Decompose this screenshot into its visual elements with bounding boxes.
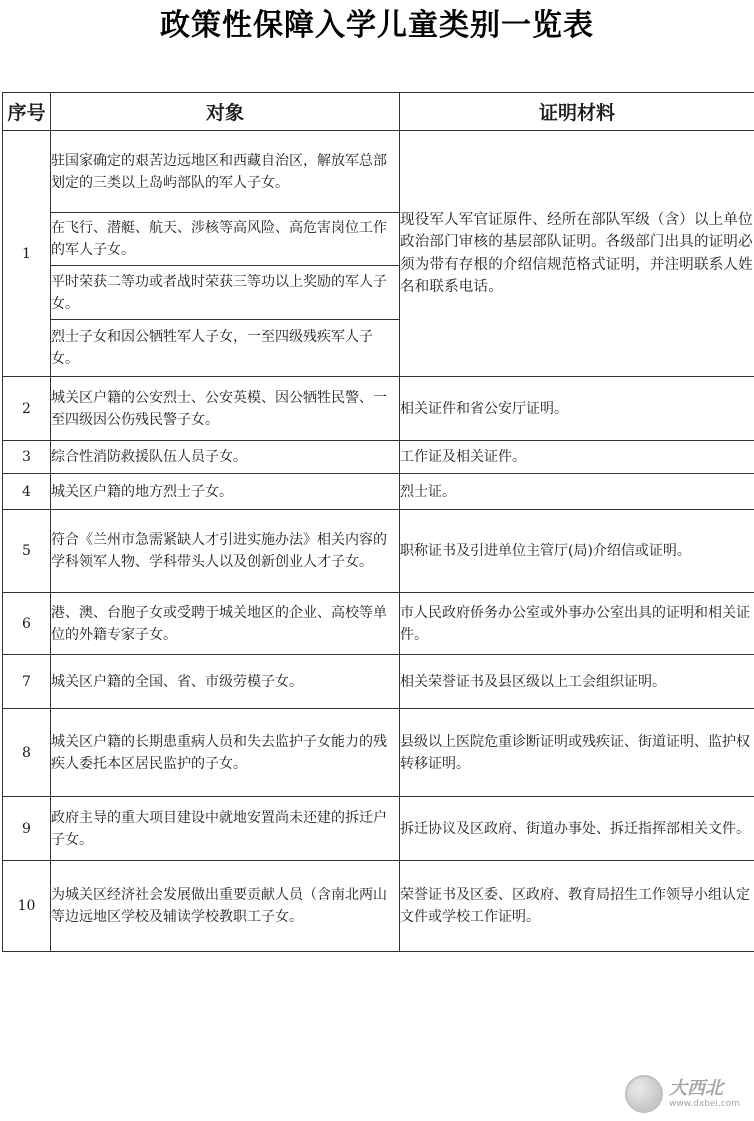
- row-material: 县级以上医院危重诊断证明或残疾证、街道证明、监护权转移证明。: [400, 709, 754, 797]
- row-object: 港、澳、台胞子女或受聘于城关地区的企业、高校等单位的外籍专家子女。: [51, 593, 400, 655]
- row-object: 城关区户籍的公安烈士、公安英模、因公牺牲民警、一至四级因公伤残民警子女。: [51, 377, 400, 441]
- row-material: 现役军人军官证原件、经所在部队军级（含）以上单位政治部门审核的基层部队证明。各级部门出具的证明必须为带有存根的介绍信规范格式证明，并注明联系人姓名和联系电话。: [400, 131, 754, 377]
- row-number: 2: [3, 377, 51, 441]
- row-number: 7: [3, 655, 51, 709]
- globe-logo-icon: [625, 1075, 663, 1113]
- row-object: 为城关区经济社会发展做出重要贡献人员（含南北两山等边远地区学校及辅读学校教职工子女。: [51, 861, 400, 952]
- page-title: 政策性保障入学儿童类别一览表: [160, 8, 594, 43]
- row-object: 城关区户籍的长期患重病人员和失去监护子女能力的残疾人委托本区居民监护的子女。: [51, 709, 400, 797]
- table-row: [3, 709, 754, 797]
- table-row: [3, 797, 754, 861]
- row-material: 拆迁协议及区政府、街道办事处、拆迁指挥部相关文件。: [400, 797, 754, 861]
- table-row: [3, 861, 754, 952]
- row-number: 1: [3, 131, 51, 377]
- row-material: 工作证及相关证件。: [400, 441, 754, 474]
- row-object: 烈士子女和因公牺牲军人子女，一至四级残疾军人子女。: [51, 320, 400, 377]
- row-object: 城关区户籍的全国、省、市级劳模子女。: [51, 655, 400, 709]
- table-row: [3, 655, 754, 709]
- row-material: 烈士证。: [400, 474, 754, 510]
- row-material: 市人民政府侨务办公室或外事办公室出具的证明和相关证件。: [400, 593, 754, 655]
- header-object: 对象: [51, 93, 400, 131]
- watermark-url: www.dxbei.com: [669, 1098, 740, 1109]
- table-row: [3, 593, 754, 655]
- row-number: 10: [3, 861, 51, 952]
- header-number: 序号: [3, 93, 51, 131]
- table-row: [3, 441, 754, 474]
- table-row: [3, 131, 754, 213]
- table-header-row: [3, 93, 754, 131]
- row-object: 政府主导的重大项目建设中就地安置尚未还建的拆迁户子女。: [51, 797, 400, 861]
- row-material: 荣誉证书及区委、区政府、教育局招生工作领导小组认定文件或学校工作证明。: [400, 861, 754, 952]
- row-number: 9: [3, 797, 51, 861]
- row-number: 4: [3, 474, 51, 510]
- row-object: 综合性消防救援队伍人员子女。: [51, 441, 400, 474]
- category-table: [2, 92, 754, 952]
- row-material: 相关证件和省公安厅证明。: [400, 377, 754, 441]
- row-number: 6: [3, 593, 51, 655]
- header-material: 证明材料: [400, 93, 754, 131]
- row-number: 3: [3, 441, 51, 474]
- watermark-name: 大西北: [669, 1077, 723, 1099]
- row-material: 职称证书及引进单位主管厅(局)介绍信或证明。: [400, 510, 754, 593]
- row-material: 相关荣誉证书及县区级以上工会组织证明。: [400, 655, 754, 709]
- table-row: [3, 510, 754, 593]
- row-object: 符合《兰州市急需紧缺人才引进实施办法》相关内容的学科领军人物、学科带头人以及创新创业人才子女。: [51, 510, 400, 593]
- row-object: 在飞行、潜艇、航天、涉核等高风险、高危害岗位工作的军人子女。: [51, 213, 400, 266]
- row-object: 城关区户籍的地方烈士子女。: [51, 474, 400, 510]
- table-row: [3, 474, 754, 510]
- site-watermark: [625, 1075, 740, 1113]
- row-number: 8: [3, 709, 51, 797]
- row-object: 平时荣获二等功或者战时荣获三等功以上奖励的军人子女。: [51, 266, 400, 320]
- row-number: 5: [3, 510, 51, 593]
- table-row: [3, 377, 754, 441]
- row-object: 驻国家确定的艰苦边远地区和西藏自治区，解放军总部划定的三类以上岛屿部队的军人子女。: [51, 131, 400, 213]
